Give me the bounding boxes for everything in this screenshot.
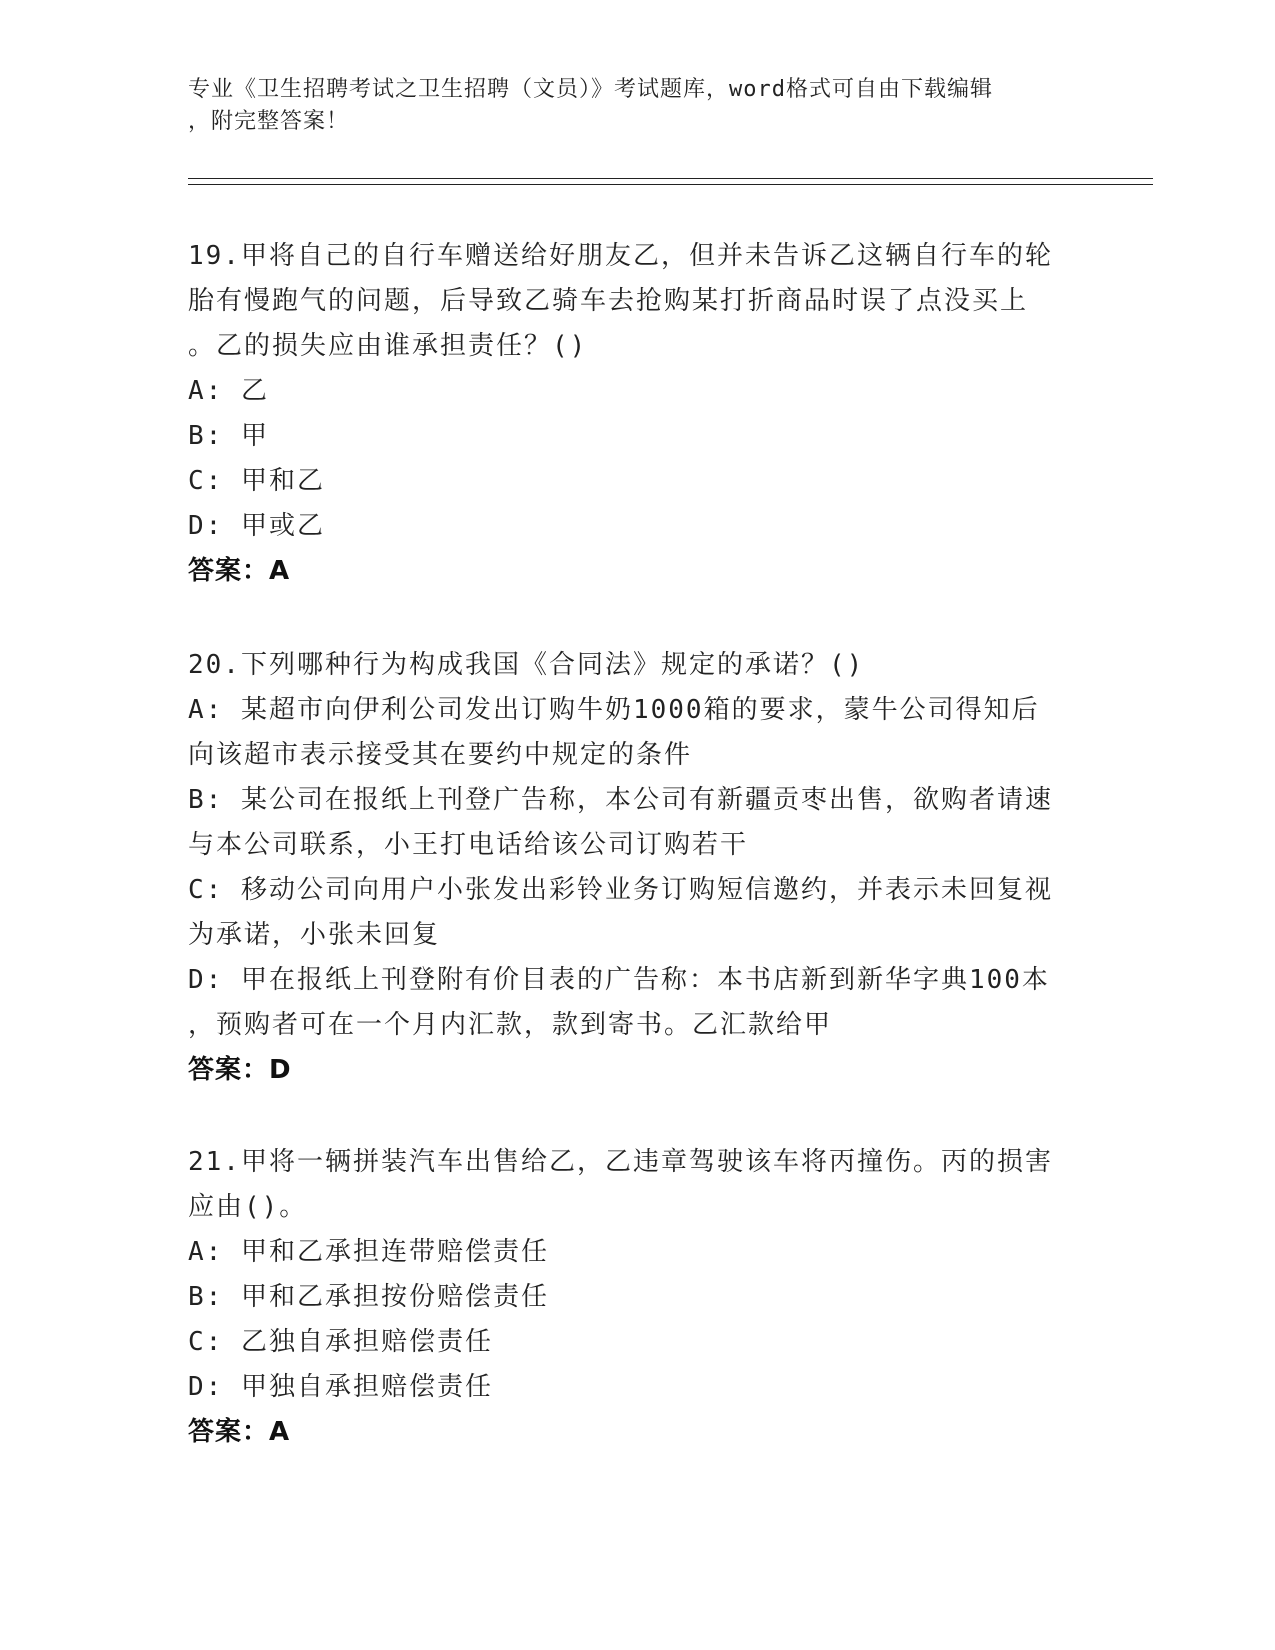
option-b: B: 甲 [188,421,269,451]
option-a: A: 甲和乙承担连带赔偿责任 [188,1237,549,1267]
question-stem [188,643,1088,688]
option-line: ，预购者可在一个月内汇款，款到寄书。乙汇款给甲 [188,1010,833,1040]
option-a: A: 乙 [188,376,269,406]
answer-label: 答案：D [188,1055,292,1085]
option-b: B: 甲和乙承担按份赔偿责任 [188,1282,549,1312]
option-b [188,778,1088,868]
question-stem [188,234,1088,369]
option-c [188,868,1088,958]
option-d: D: 甲独自承担赔偿责任 [188,1372,493,1402]
option-c: C: 乙独自承担赔偿责任 [188,1327,493,1357]
option-line: A: 某超市向伊利公司发出订购牛奶1000箱的要求，蒙牛公司得知后 [188,695,1040,725]
header-divider-bottom [188,184,1153,185]
stem-line: 胎有慢跑气的问题，后导致乙骑车去抢购某打折商品时误了点没买上 [188,286,1029,316]
document-header [188,74,1068,138]
option-line: 为承诺，小张未回复 [188,920,441,950]
option-a [188,688,1088,778]
option-line: 向该超市表示接受其在要约中规定的条件 [188,740,693,770]
option-c: C: 甲和乙 [188,466,325,496]
stem-line: 19.甲将自己的自行车赠送给好朋友乙，但并未告诉乙这辆自行车的轮 [188,241,1053,271]
stem-line: 21.甲将一辆拼装汽车出售给乙，乙违章驾驶该车将丙撞伤。丙的损害 [188,1147,1053,1177]
stem-line: 20.下列哪种行为构成我国《合同法》规定的承诺？() [188,650,865,680]
option-d: D: 甲或乙 [188,511,325,541]
stem-line: 应由()。 [188,1192,308,1222]
question-19 [188,234,1088,594]
question-stem [188,1140,1088,1230]
option-line: C: 移动公司向用户小张发出彩铃业务订购短信邀约，并表示未回复视 [188,875,1053,905]
question-20 [188,643,1088,1093]
option-line: D: 甲在报纸上刊登附有价目表的广告称：本书店新到新华字典100本 [188,965,1050,995]
header-line-1: 专业《卫生招聘考试之卫生招聘（文员）》考试题库，word格式可自由下载编辑 [188,77,993,102]
option-line: 与本公司联系，小王打电话给该公司订购若干 [188,830,749,860]
stem-line: 。乙的损失应由谁承担责任？() [188,331,588,361]
header-divider-top [188,178,1153,179]
answer-label: 答案：A [188,1417,291,1447]
answer-label: 答案：A [188,556,291,586]
question-21 [188,1140,1088,1455]
option-line: B: 某公司在报纸上刊登广告称，本公司有新疆贡枣出售，欲购者请速 [188,785,1053,815]
option-d [188,958,1088,1048]
header-line-2: ，附完整答案！ [188,109,350,134]
